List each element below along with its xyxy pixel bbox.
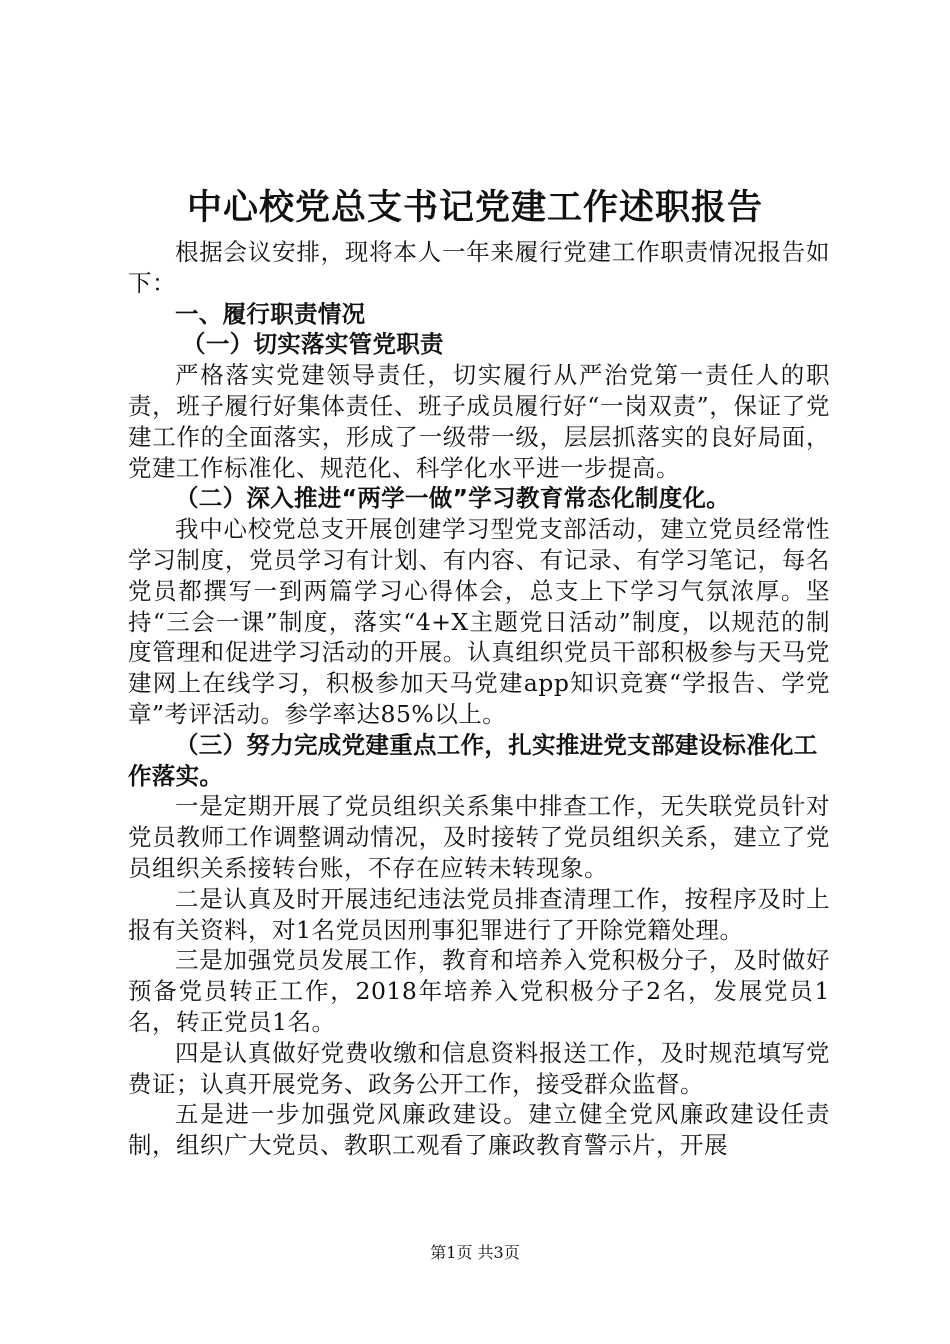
subsection-heading: （一）切实落实管党职责: [182, 330, 444, 359]
document-body: [128, 237, 830, 1161]
subsection-heading: （二）深入推进“两学一做”学习教育常态化制度化。: [175, 484, 731, 513]
body-paragraph: 严格落实党建领导责任，切实履行从严治党第一责任人的职责，班子履行好集体责任、班子成员履行好“一岗双责”，保证了党建工作的全面落实，形成了一级带一级，层层抓落实的良好局面，党建工作标准化、规范化、科学化水平进一步提高。: [128, 361, 830, 482]
body-paragraph: 二是认真及时开展违纪违法党员排查清理工作，按程序及时上报有关资料，对1名党员因刑事犯罪进行了开除党籍处理。: [128, 884, 830, 944]
body-paragraph: 五是进一步加强党风廉政建设。建立健全党风廉政建设任责制，组织广大党员、教职工观看了廉政教育警示片，开展: [128, 1100, 830, 1160]
body-paragraph: 根据会议安排，现将本人一年来履行党建工作职责情况报告如下：: [128, 238, 830, 297]
body-paragraph: 四是认真做好党费收缴和信息资料报送工作，及时规范填写党费证；认真开展党务、政务公开工作，接受群众监督。: [128, 1038, 830, 1098]
section-heading: 一、履行职责情况: [175, 299, 366, 328]
body-paragraph: 一是定期开展了党员组织关系集中排查工作，无失联党员针对党员教师工作调整调动情况，及时接转了党员组织关系，建立了党员组织关系接转台账，不存在应转未转现象。: [128, 792, 830, 882]
body-paragraph: 三是加强党员发展工作，教育和培养入党积极分子，及时做好预备党员转正工作，2018年培养入党积极分子2名，发展党员1名，转正党员1名。: [128, 946, 830, 1036]
body-paragraph: 我中心校党总支开展创建学习型党支部活动，建立党员经常性学习制度，党员学习有计划、有内容、有记录、有学习笔记，每名党员都撰写一到两篇学习心得体会，总支上下学习气氛浓厚。坚持“三会一课”制度，落实“4+X主题党日活动”制度，以规范的制度管理和促进学习活动的开展。认真组织党员干部积极参与天马党建网上在线学习，积极参加天马党建app知识竞赛“学报告、学党章”考评活动。参学率达85%以上。: [128, 515, 830, 728]
subsection-heading: （三）努力完成党建重点工作，扎实推进党支部建设标准化工作落实。: [128, 730, 818, 790]
document-title: 中心校党总支书记党建工作述职报告: [186, 188, 763, 228]
page-number-footer: 第1页 共3页: [430, 1243, 520, 1262]
